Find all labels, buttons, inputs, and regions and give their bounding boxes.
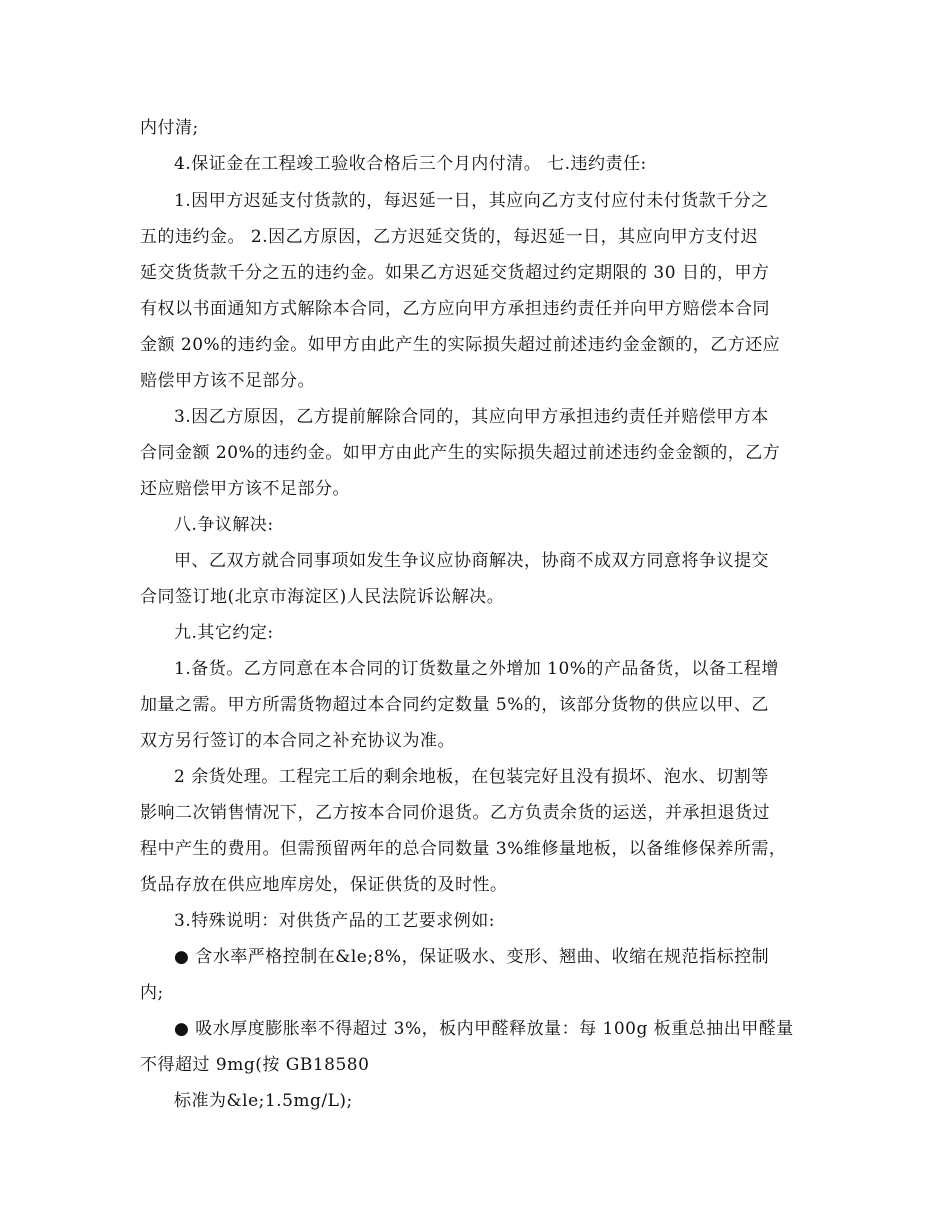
text-line: 3.特殊说明：对供货产品的工艺要求例如: [174,911,495,931]
text-line: 3.因乙方原因，乙方提前解除合同的，其应向甲方承担违约责任并赔偿甲方本 [174,407,769,427]
text-line: 延交货货款千分之五的违约金。如果乙方迟延交货超过约定期限的 30 日的，甲方 [140,263,770,283]
text-line: 货品存放在供应地库房处，保证供货的及时性。 [140,875,508,895]
text-line: 不得超过 9mg(按 GB18580 [140,1055,370,1075]
text-line: 影响二次销售情况下，乙方按本合同价退货。乙方负责余货的运送，并承担退货过 [140,803,770,823]
text-line: 1.因甲方迟延支付货款的，每迟延一日，其应向乙方支付应付未付货款千分之 [174,191,769,211]
bullet-item: ● 吸水厚度膨胀率不得超过 3%，板内甲醛释放量：每 100g 板重总抽出甲醛量 [174,1019,794,1039]
section-heading: 九.其它约定: [174,623,274,643]
text-line: 赔偿甲方该不足部分。 [140,371,315,391]
text-line: 程中产生的费用。但需预留两年的总合同数量 3%维修量地板，以备维修保养所需， [140,839,787,859]
text-line: 2 余货处理。工程完工后的剩余地板，在包装完好且没有损坏、泡水、切割等 [174,767,769,787]
text-line: 合同金额 20%的违约金。如甲方由此产生的实际损失超过前述违约金金额的，乙方 [140,443,781,463]
text-line: 4.保证金在工程竣工验收合格后三个月内付清。 七.违约责任: [174,154,647,174]
text-line: 内; [140,983,164,1003]
text-line: 内付清; [140,118,199,138]
text-line: 标准为&le;1.5mg/L); [174,1091,353,1111]
text-line: 有权以书面通知方式解除本合同，乙方应向甲方承担违约责任并向甲方赔偿本合同 [140,299,770,319]
text-line: 五的违约金。 2.因乙方原因，乙方迟延交货的，每迟延一日，其应向甲方支付迟 [140,227,759,247]
text-line: 双方另行签订的本合同之补充协议为准。 [140,731,455,751]
text-line: 还应赔偿甲方该不足部分。 [140,479,350,499]
bullet-item: ● 含水率严格控制在&le;8%，保证吸水、变形、翘曲、收缩在规范指标控制 [174,947,770,967]
text-line: 合同签订地(北京市海淀区)人民法院诉讼解决。 [140,587,505,607]
text-line: 1.备货。乙方同意在本合同的订货数量之外增加 10%的产品备货，以备工程增 [174,659,779,679]
text-line: 甲、乙双方就合同事项如发生争议应协商解决，协商不成双方同意将争议提交 [174,551,769,571]
text-line: 金额 20%的违约金。如甲方由此产生的实际损失超过前述违约金金额的，乙方还应 [140,335,781,355]
section-heading: 八.争议解决: [174,515,274,535]
text-line: 加量之需。甲方所需货物超过本合同约定数量 5%的，该部分货物的供应以甲、乙 [140,695,769,715]
